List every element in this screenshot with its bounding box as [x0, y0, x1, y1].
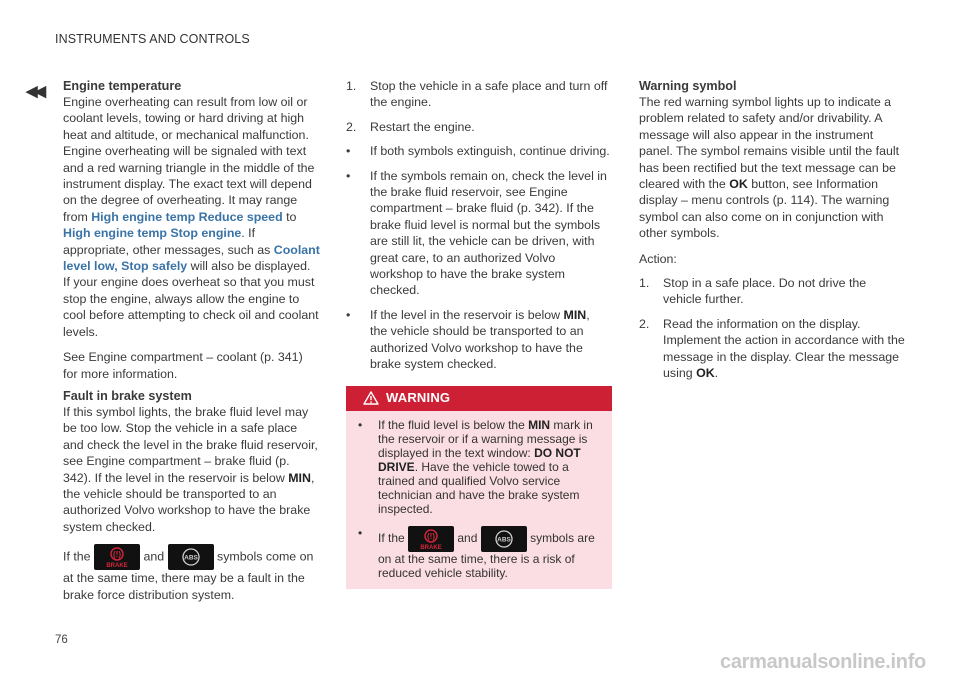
text: . Have the vehicle towed to a trained and qualified Volvo service technician and have the brake system inspected.: [378, 459, 580, 516]
list-item: [346, 143, 610, 159]
list-item: [346, 78, 610, 111]
text: symbols come on at the same time, there may be a fault in the brake force distribution system.: [63, 549, 314, 602]
text: If the: [378, 530, 409, 545]
warning-header: [346, 386, 612, 411]
brake-symbol: (!): [427, 531, 436, 541]
step-number: 1.: [639, 276, 650, 291]
min-label: MIN: [563, 307, 587, 322]
continued-chevron-icon: ◀◀: [26, 83, 44, 100]
min-label: MIN: [288, 470, 311, 485]
warning-symbol-heading: Warning symbol: [639, 79, 737, 93]
ok-label: OK: [729, 177, 748, 192]
list-item: [639, 275, 907, 308]
ok-label: OK: [696, 366, 715, 381]
abs-icon-label: ABS: [496, 536, 511, 543]
step-text: Stop in a safe place. Do not drive the vehicle further.: [663, 276, 867, 307]
bullet-text: If the level in the reservoir is below: [370, 307, 564, 322]
text: , the vehicle should be transported to an authorized Volvo workshop to have the brake system checked.: [63, 470, 315, 534]
bullet-text: , the vehicle should be transported to an authorized Volvo workshop to have the brake system checked.: [370, 307, 590, 372]
page-header: INSTRUMENTS AND CONTROLS: [55, 32, 250, 46]
min-label: MIN: [528, 417, 551, 432]
text: mark in the reservoir or if a warning message is displayed in the text window:: [378, 417, 593, 460]
bullet-text: If the symbols remain on, check the level in the brake fluid reservoir, see Engine compartment – brake fluid (p. 342). If the brake fluid level is normal but the symbols are still lit, the vehicle can be driven, with great care, to an authorized Volvo workshop to have the brake system checked.: [370, 168, 607, 298]
list-item: [346, 307, 610, 373]
text: and: [454, 530, 481, 545]
warning-triangle-icon: [363, 391, 379, 405]
action-label: Action:: [639, 251, 677, 266]
warning-body: [346, 411, 612, 589]
text: The red warning symbol lights up to indicate a problem related to safety and/or drivability. A message will also appear in the instrument panel. The symbol remains visible until the fault has been rectified but the text message can be cleared with the: [639, 95, 900, 192]
brake-icon-label: BRAKE: [106, 563, 128, 570]
engine-temperature-paragraph: [63, 94, 320, 340]
text: . If appropriate, other messages, such as: [63, 226, 274, 257]
text: and: [140, 549, 168, 564]
step-text: .: [714, 366, 719, 381]
list-item: [346, 119, 610, 135]
list-item: [639, 316, 907, 382]
brake-symbol: (!): [113, 550, 121, 560]
brake-warning-icon: [94, 544, 140, 570]
list-item: [358, 418, 600, 516]
message-high-engine-temp-stop-engine: High engine temp Stop engine: [63, 226, 242, 241]
step-number: 2.: [346, 119, 357, 134]
brake-warning-icon: [408, 526, 454, 552]
watermark[interactable]: carmanualsonline.info: [720, 651, 926, 673]
step-number: 2.: [639, 316, 650, 331]
brake-system-paragraph: [63, 404, 320, 535]
text: If this symbol lights, the brake fluid level may be too low. Stop the vehicle in a safe place and check the level in the brake fluid reservoir, see Engine compartment – brake fluid (p. 342). If the level in the reservoir is below: [63, 404, 318, 485]
bullet-text: If both symbols extinguish, continue driving.: [370, 144, 610, 159]
step-text: Stop the vehicle in a safe place and turn off the engine.: [370, 79, 608, 110]
list-item: [346, 168, 610, 299]
bullet-icon: •: [346, 168, 351, 183]
abs-icon-label: ABS: [183, 554, 198, 562]
engine-temperature-heading: Engine temperature: [63, 79, 182, 93]
text: If the: [63, 549, 94, 564]
bullet-icon: •: [358, 417, 363, 432]
brake-system-heading: Fault in brake system: [63, 388, 192, 403]
brake-bullets-list: [346, 143, 610, 372]
warning-symbol-paragraph: [639, 94, 907, 242]
warning-title: WARNING: [386, 389, 451, 405]
text: If the fluid level is below the: [378, 417, 529, 432]
warning-box: [346, 386, 612, 589]
page-number: 76: [55, 634, 68, 646]
list-item: [358, 526, 600, 580]
abs-icon: [168, 544, 214, 570]
text: to: [282, 209, 297, 224]
column-1: [63, 78, 320, 603]
column-3: [639, 78, 907, 390]
column-2: [346, 78, 610, 589]
step-text: Restart the engine.: [370, 119, 475, 134]
text: symbols are on at the same time, there is a risk of reduced vehicle stability.: [378, 530, 595, 580]
bullet-icon: •: [346, 307, 351, 322]
text: will also be displayed. If your engine does overheat so that you must stop the engine, always allow the engine to cool before attempting to check oil and coolant levels.: [63, 259, 319, 339]
abs-icon: [481, 526, 527, 552]
step-text: Read the information on the display. Implement the action in accordance with the message in the display. Clear the message using: [663, 316, 905, 381]
brake-icon-label: BRAKE: [420, 544, 442, 551]
action-steps-list: [639, 275, 907, 381]
brake-abs-paragraph: [63, 544, 320, 603]
message-do-not-drive: DO NOT DRIVE: [378, 445, 581, 474]
coolant-reference-paragraph: See Engine compartment – coolant (p. 341) for more information.: [63, 350, 303, 381]
text: Engine overheating can result from low oil or coolant levels, towing or hard driving at high heat and altitude, or mechanical malfunction. Engine overheating will be signaled with text and a red warning triangle in the middle of the instrument display. The exact text will depend on the degree of overheating. It may range from: [63, 95, 315, 224]
bullet-icon: •: [358, 525, 363, 540]
brake-steps-list: [346, 78, 610, 135]
text: button, see Information display – menu controls (p. 114). The warning symbol can also come on in conjunction with other symbols.: [639, 177, 890, 241]
message-high-engine-temp-reduce-speed: High engine temp Reduce speed: [91, 209, 283, 224]
bullet-icon: •: [346, 144, 351, 159]
message-coolant-level-low: Coolant level low, Stop safely: [63, 242, 320, 274]
step-number: 1.: [346, 79, 357, 93]
